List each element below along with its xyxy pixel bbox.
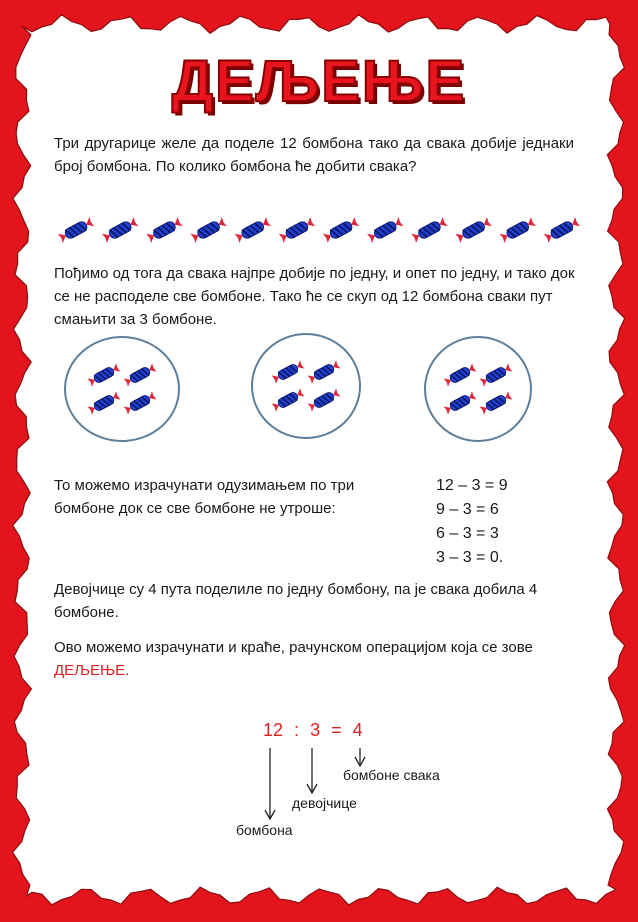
conclusion-suffix: . [125,662,130,679]
page-title: ДЕЉЕЊЕ [171,49,467,114]
candy-icon [411,217,447,243]
label-dividend: бомбона [236,822,293,838]
candy-icon [146,217,182,243]
candy-icon [235,217,271,243]
equals-sign: = [331,720,342,740]
divide-sign: : [294,720,300,740]
conclusion-text [54,636,588,682]
candy-icon [323,217,359,243]
division-formula [263,720,363,741]
candy-icon [367,217,403,243]
result-text: Девојчице су 4 пута поделиле по једну бомбону, па је свака добила 4 бомбоне. [54,581,538,621]
candy-row-svg [54,210,584,250]
candy-icon [190,217,226,243]
equation: 12 – 3 = 9 [436,477,508,494]
quotient: 4 [352,720,363,740]
equation: 6 – 3 = 3 [436,525,499,542]
conclusion-term: ДЕЉЕЊЕ [54,662,126,679]
equation: 9 – 3 = 6 [436,501,499,518]
equation: 3 – 3 = 0. [436,549,504,566]
divisor: 3 [310,720,321,740]
explanation-text: Пођимо од тога да свака најпре добије по једну, и опет по једну, и тако док се не расподеле све бомбоне. Тако ће се скуп од 12 бомбона сваки пут смањити за 3 бомбоне. [54,265,575,328]
label-quotient: бомбоне свака [343,767,440,783]
candy-icon [500,217,536,243]
equation-list [436,474,508,570]
candy-icon [279,217,315,243]
candy-icon [102,217,138,243]
candy-icon [58,217,94,243]
candy-row [54,210,584,250]
label-divisor: девојчице [292,795,357,811]
dividend: 12 [263,720,284,740]
candy-icon [455,217,491,243]
problem-text: Три другарице желе да поделе 12 бомбона тако да свака добије једнаки број бомбона. По колико бомбона ће добити свака? [54,135,574,175]
subtraction-text: То можемо израчунати одузимањем по три бомбоне док се све бомбоне не утроше: [54,477,355,517]
conclusion-prefix: Ово можемо израчунати и краће, рачунском операцијом која се зове [54,639,533,656]
candy-icon [544,217,580,243]
